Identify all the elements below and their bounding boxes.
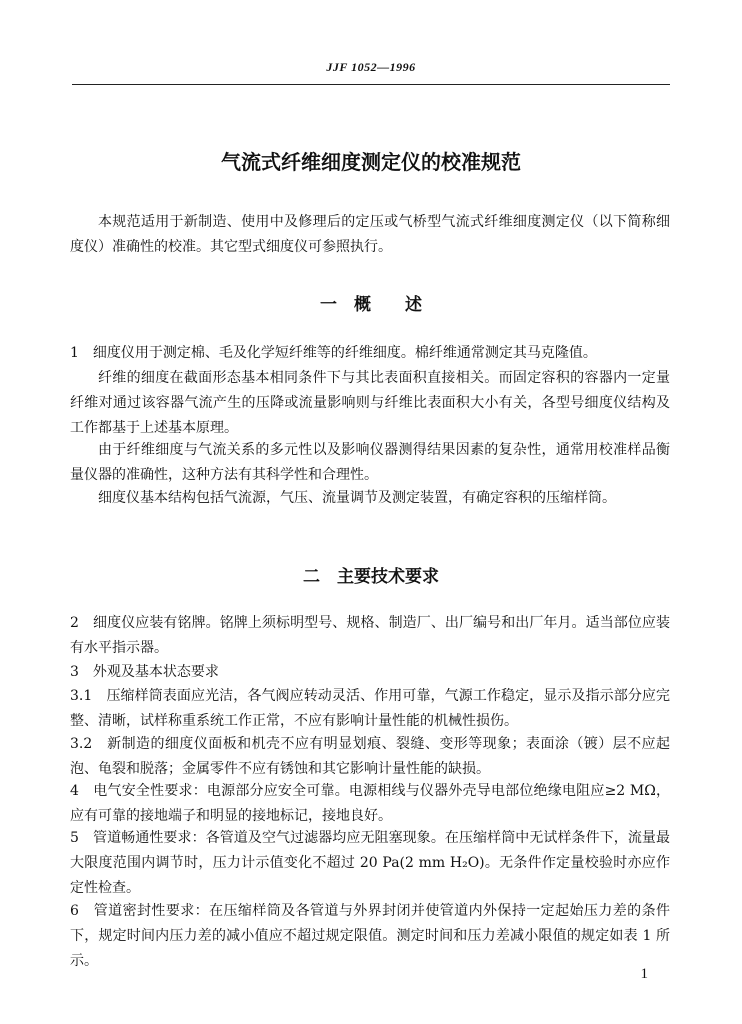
overview-clause-1: 1 细度仪用于测定棉、毛及化学短纤维等的纤维细度。棉纤维通常测定其马克隆值。 [70, 345, 597, 361]
clause-4: 4 电气安全性要求：电源部分应安全可靠。电源相线与仪器外壳导电部位绝缘电阻应≥2 MΩ，应有可靠的接地端子和明显的接地标记，接地良好。 [70, 783, 670, 824]
overview-paragraph-4: 细度仪基本结构包括气流源，气压、流量调节及测定装置，有确定容积的压缩样筒。 [98, 490, 616, 506]
page-number: 1 [640, 966, 648, 982]
clause-3-2: 3.2 新制造的细度仪面板和机壳不应有明显划痕、裂缝、变形等现象；表面涂（镀）层不应起泡、龟裂和脱落；金属零件不应有锈蚀和其它影响计量性能的缺损。 [70, 736, 670, 777]
clause-5: 5 管道畅通性要求：各管道及空气过滤器均应无阻塞现象。在压缩样筒中无试样条件下，流量最大限度范围内调节时，压力计示值变化不超过 20 Pa(2 mm H₂O)。无条件作定量校验时亦应作定性检查。 [70, 830, 670, 896]
overview-paragraph-2: 纤维的细度在截面形态基本相同条件下与其比表面积直接相关。而固定容积的容器内一定量纤维对通过该容器气流产生的压降或流量影响则与纤维比表面积大小有关，各型号细度仪结构及工作都基于上述基本原理。 [70, 370, 670, 436]
clause-3-1: 3.1 压缩样筒表面应光洁，各气阀应转动灵活、作用可靠，气源工作稳定，显示及指示部分应完整、清晰，试样称重系统工作正常，不应有影响计量性能的机械性损伤。 [70, 688, 670, 729]
intro-paragraph: 本规范适用于新制造、使用中及修理后的定压或气桥型气流式纤维细度测定仪（以下简称细度仪）准确性的校准。其它型式细度仪可参照执行。 [70, 214, 670, 255]
clause-6: 6 管道密封性要求：在压缩样筒及各管道与外界封闭并使管道内外保持一定起始压力差的条件下，规定时间内压力差的减小值应不超过规定限值。测定时间和压力差减小限值的规定如表 1 所示。 [70, 903, 670, 969]
clause-2: 2 细度仪应装有铭牌。铭牌上须标明型号、规格、制造厂、出厂编号和出厂年月。适当部位应装有水平指示器。 [70, 615, 670, 656]
overview-paragraph-3: 由于纤维细度与气流关系的多元性以及影响仪器测得结果因素的复杂性，通常用校准样品衡量仪器的准确性，这种方法有其科学性和合理性。 [70, 442, 670, 483]
document-title: 气流式纤维细度测定仪的校准规范 [221, 150, 521, 174]
section-heading-requirements: 二 主要技术要求 [303, 567, 439, 587]
clause-3: 3 外观及基本状态要求 [70, 664, 219, 680]
standard-code: JJF 1052—1996 [326, 60, 416, 74]
section-heading-overview: 一 概 述 [320, 295, 422, 315]
header-rule [72, 84, 670, 85]
